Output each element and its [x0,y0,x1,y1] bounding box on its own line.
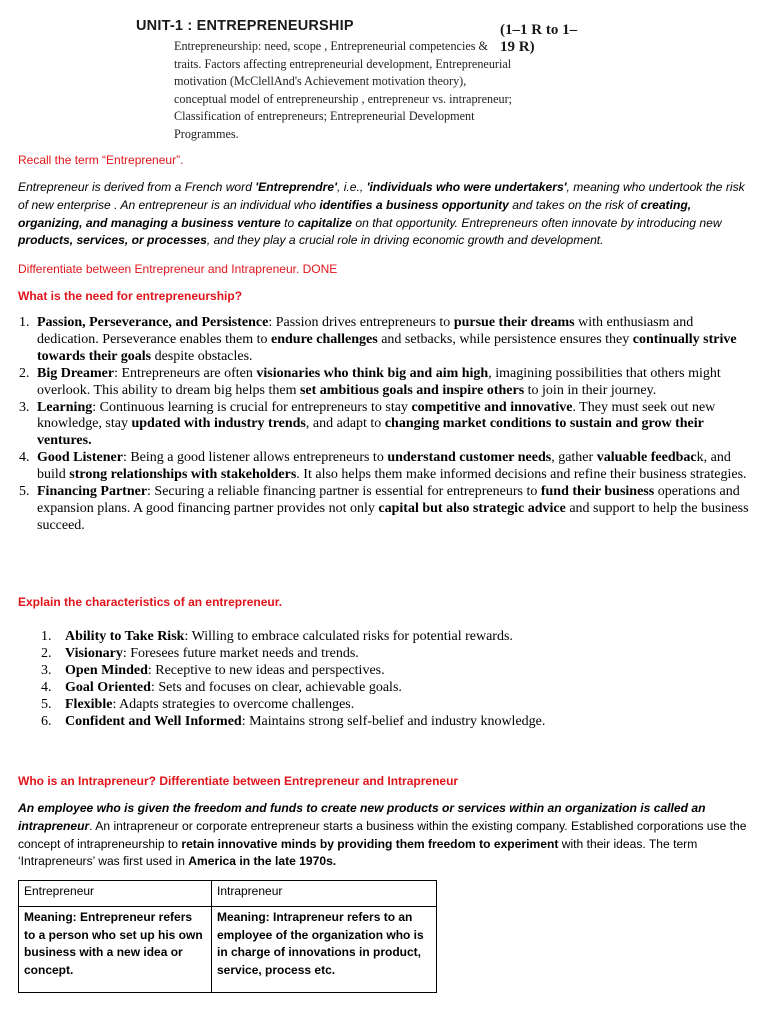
list-item: 5. Financing Partner: Securing a reliable financing partner is essential for entrepreneurs to fund their business operations and expansion plans. A good financing partner provides not only capital but also strategic advice and support to help the business succeed. [19,484,749,533]
table-cell: Meaning: Intrapreneur refers to an employee of the organization who is in charge of innovations in product, service, process etc. [212,907,437,993]
q2-heading: Differentiate between Entrepreneur and Intrapreneur. DONE [18,262,338,276]
list-item: 1. Ability to Take Risk: Willing to embrace calculated risks for potential rewards. [41,629,513,644]
syllabus-line: conceptual model of entrepreneurship , entrepreneur vs. intrapreneur; [174,91,513,106]
table-header-cell: Intrapreneur [212,881,437,907]
table-cell: Meaning: Entrepreneur refers to a person who set up his own business with a new idea or concept. [19,907,212,993]
syllabus-scan [130,14,590,141]
comparison-table [18,880,437,993]
q1-answer: Entrepreneur is derived from a French word 'Entreprendre', i.e., 'individuals who were undertakers', meaning who undertook the risk of new enterprise . An entrepreneur is an individual who identifies a business opportunity and takes on the risk of creating, organizing, and managing a business venture to capitalize on that opportunity. Entrepreneurs often innovate by introducing new products, services, or processes, and they play a crucial role in driving economic growth and development. [18,180,745,248]
list-item: 2. Visionary: Foresees future market needs and trends. [41,645,359,661]
table-row [19,907,437,993]
list-item: 6. Confident and Well Informed: Maintains strong self-belief and industry knowledge. [41,713,546,729]
q5-answer: An employee who is given the freedom and funds to create new products or services within an organization is called an intrapreneur. An intrapreneur or corporate entrepreneur starts a business within the existing company. Established corporations use the concept of intrapreneurship to retain innovative minds by providing them freedom to experiment with their ideas. The term ‘Intrapreneurs’ was first used in America in the late 1970s. [18,801,747,869]
list-item: 2. Big Dreamer: Entrepreneurs are often visionaries who think big and aim high, imagining possibilities that others might overlook. This ability to dream big helps them set ambitious goals and inspire others to join in their journey. [19,365,721,398]
list-item: 4. Goal Oriented: Sets and focuses on clear, achievable goals. [41,679,402,695]
characteristics-list [41,629,745,730]
syllabus-line: Entrepreneurship: need, scope , Entrepreneurial competencies & [174,39,489,53]
q3-heading: What is the need for entrepreneurship? [18,289,243,303]
list-item: 4. Good Listener: Being a good listener allows entrepreneurs to understand customer needs, gather valuable feedback, and build strong relationships with stakeholders. It also helps them make informed decisions and refine their business strategies. [19,450,747,483]
table-header-row [19,881,437,907]
need-list [19,315,752,535]
syllabus-line: Programmes. [174,126,239,141]
syllabus-lines [174,38,594,143]
syllabus-line: motivation (McClellAnd's Achievement motivation theory), [174,74,467,88]
q1-heading: Recall the term “Entrepreneur”. [18,153,184,167]
table-header-cell: Entrepreneur [19,881,212,907]
unit-title: UNIT-1 : ENTREPRENEURSHIP [136,18,354,34]
q4-heading: Explain the characteristics of an entrepreneur. [18,595,283,609]
unit-range: (1–1 R to 1–19 R) [500,22,578,55]
list-item: 1. Passion, Perseverance, and Persistence: Passion drives entrepreneurs to pursue their dreams with enthusiasm and dedication. Perseverance enables them to endure challenges and setbacks, while persistence ensures they continually strive towards their goals despite obstacles. [19,315,737,364]
syllabus-line: Classification of entrepreneurs; Entrepreneurial Development [174,109,475,123]
q5-heading: Who is an Intrapreneur? Differentiate between Entrepreneur and Intrapreneur [18,774,459,788]
list-item: 5. Flexible: Adapts strategies to overcome challenges. [41,696,355,712]
list-item: 3. Open Minded: Receptive to new ideas and perspectives. [41,662,385,678]
list-item: 3. Learning: Continuous learning is crucial for entrepreneurs to stay competitive and innovative. They must seek out new knowledge, stay updated with industry trends, and adapt to changing market conditions to sustain and grow their ventures. [19,399,716,449]
syllabus-line: traits. Factors affecting entrepreneurial development, Entrepreneurial [174,56,512,71]
